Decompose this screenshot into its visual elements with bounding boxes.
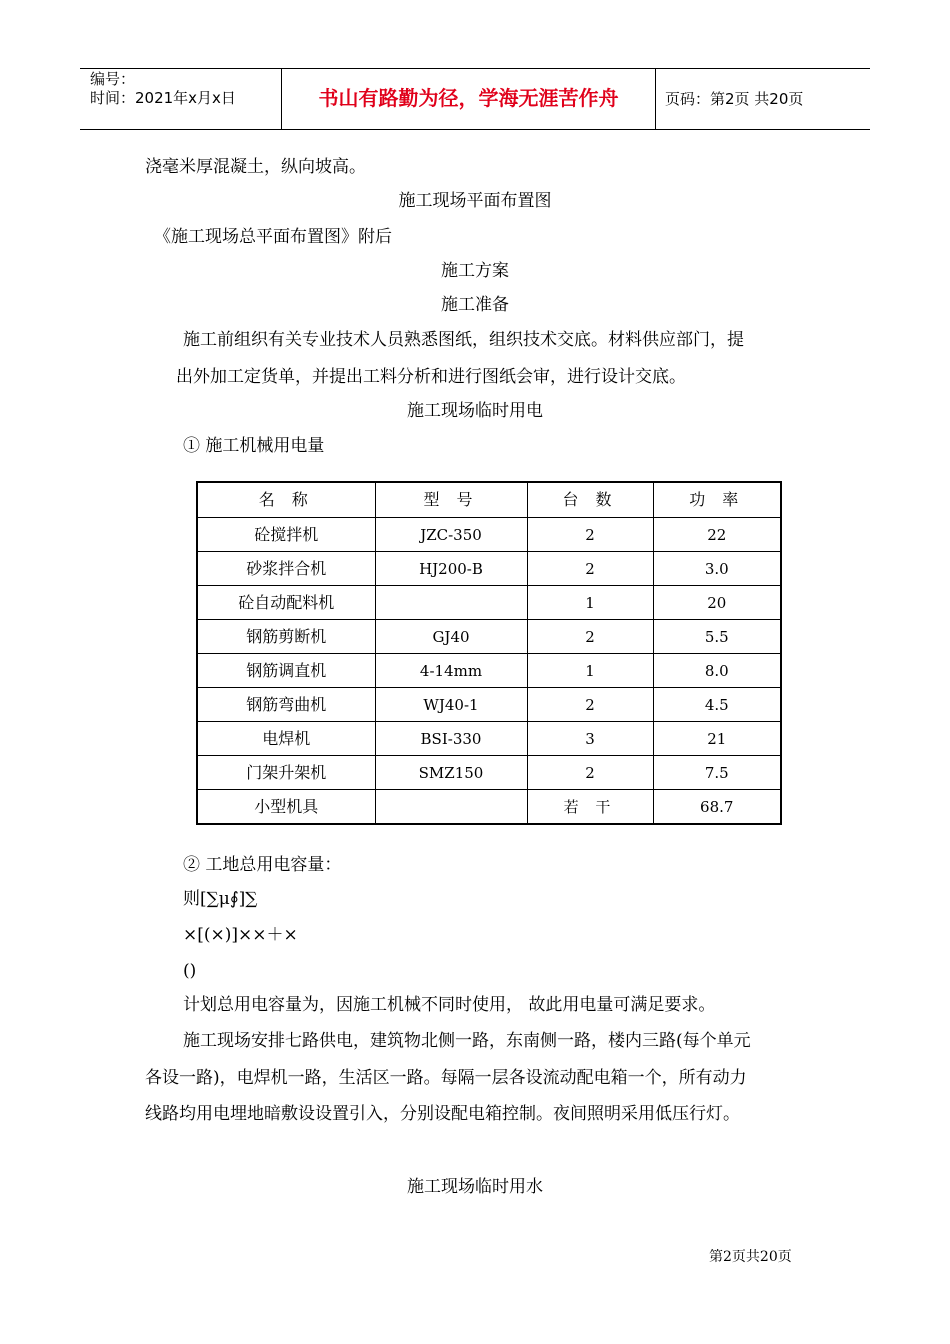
formula-line-2: ×[(×)]××＋× [183, 925, 298, 945]
col-header-power: 功 率 [653, 482, 781, 518]
capacity-conclusion: 计划总用电容量为，因施工机械不同时使用， 故此用电量可满足要求。 [183, 995, 716, 1015]
table-row [197, 518, 781, 552]
cell-name: 钢筋调直机 [197, 654, 375, 688]
power-supply-line-1: 施工现场安排七路供电，建筑物北侧一路，东南侧一路，楼内三路(每个单元 [183, 1031, 751, 1051]
cell-name: 砼自动配料机 [197, 586, 375, 620]
page-footer: 第2页共20页 [709, 1249, 792, 1265]
cell-model: BSI-330 [375, 722, 527, 756]
heading-temp-water: 施工现场临时用水 [407, 1177, 543, 1197]
cell-quantity: 2 [527, 756, 653, 790]
table-row [197, 756, 781, 790]
cell-name: 砼搅拌机 [197, 518, 375, 552]
cell-model: HJ200-B [375, 552, 527, 586]
cell-power: 20 [653, 586, 781, 620]
cell-name: 砂浆拌合机 [197, 552, 375, 586]
equipment-power-table [196, 481, 782, 825]
cell-model: JZC-350 [375, 518, 527, 552]
cell-name: 门架升架机 [197, 756, 375, 790]
cell-model: WJ40-1 [375, 688, 527, 722]
formula-line-3: () [183, 961, 197, 981]
site-layout-reference: 《施工现场总平面布置图》附后 [154, 227, 392, 247]
heading-construction-plan: 施工方案 [441, 261, 509, 281]
header-bottom-rule [80, 129, 870, 130]
cell-name: 小型机具 [197, 790, 375, 825]
document-number-label: 编号： [90, 70, 136, 88]
header-page-info: 页码：第2页 共20页 [665, 90, 804, 108]
table-header-row [197, 482, 781, 518]
cell-quantity: 2 [527, 552, 653, 586]
cell-model: SMZ150 [375, 756, 527, 790]
cell-power: 5.5 [653, 620, 781, 654]
cell-quantity: 2 [527, 620, 653, 654]
header-divider-right [655, 68, 656, 129]
table-row [197, 722, 781, 756]
item-machine-power: ① 施工机械用电量 [183, 436, 325, 456]
header-top-rule [80, 68, 870, 69]
heading-temp-power: 施工现场临时用电 [407, 401, 543, 421]
cell-quantity: 1 [527, 654, 653, 688]
table-row [197, 790, 781, 825]
cell-power: 68.7 [653, 790, 781, 825]
cell-quantity: 3 [527, 722, 653, 756]
table-row [197, 620, 781, 654]
table-row [197, 654, 781, 688]
table-row [197, 586, 781, 620]
cell-power: 3.0 [653, 552, 781, 586]
cell-power: 22 [653, 518, 781, 552]
cell-power: 21 [653, 722, 781, 756]
cell-power: 8.0 [653, 654, 781, 688]
cell-model [375, 586, 527, 620]
cell-quantity: 2 [527, 688, 653, 722]
cell-name: 电焊机 [197, 722, 375, 756]
cell-name: 钢筋剪断机 [197, 620, 375, 654]
heading-site-layout: 施工现场平面布置图 [398, 191, 552, 211]
table-row [197, 552, 781, 586]
document-time-label: 时间：2021年x月x日 [90, 89, 236, 107]
cell-model [375, 790, 527, 825]
prep-paragraph-line-2: 出外加工定货单，并提出工料分析和进行图纸会审，进行设计交底。 [176, 367, 686, 387]
col-header-quantity: 台 数 [527, 482, 653, 518]
body-line-1: 浇毫米厚混凝土，纵向坡高。 [145, 157, 366, 177]
cell-quantity: 2 [527, 518, 653, 552]
cell-power: 4.5 [653, 688, 781, 722]
col-header-name: 名 称 [197, 482, 375, 518]
col-header-model: 型 号 [375, 482, 527, 518]
power-supply-line-2: 各设一路)，电焊机一路，生活区一路。每隔一层各设流动配电箱一个，所有动力 [145, 1068, 747, 1088]
cell-quantity: 1 [527, 586, 653, 620]
header-meta [90, 70, 236, 108]
power-supply-line-3: 线路均用电埋地暗敷设设置引入，分别设配电箱控制。夜间照明采用低压行灯。 [145, 1104, 740, 1124]
header-motto: 书山有路勤为径，学海无涯苦作舟 [318, 86, 619, 110]
table-row [197, 688, 781, 722]
item-total-capacity: ② 工地总用电容量： [183, 855, 342, 875]
cell-name: 钢筋弯曲机 [197, 688, 375, 722]
cell-model: GJ40 [375, 620, 527, 654]
formula-line-1: 则[∑μ∮]∑ [183, 889, 258, 909]
cell-power: 7.5 [653, 756, 781, 790]
cell-quantity: 若 干 [527, 790, 653, 825]
heading-construction-prep: 施工准备 [441, 295, 509, 315]
prep-paragraph-line-1: 施工前组织有关专业技术人员熟悉图纸，组织技术交底。材料供应部门，提 [183, 330, 744, 350]
cell-model: 4-14mm [375, 654, 527, 688]
